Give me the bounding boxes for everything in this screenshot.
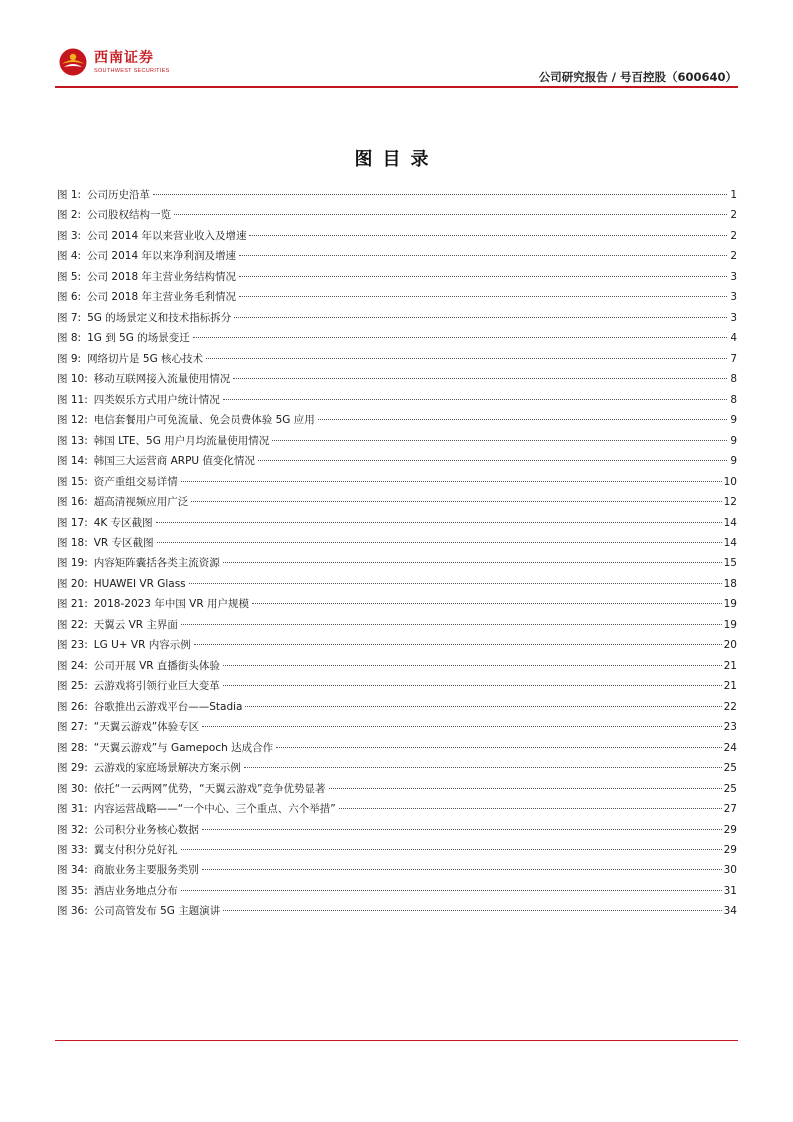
dot-leader: [181, 889, 722, 891]
header-divider: [55, 86, 738, 88]
dot-leader: [276, 746, 722, 748]
figure-caption: 1G 到 5G 的场景变迁: [87, 332, 190, 345]
toc-entry[interactable]: [57, 451, 737, 471]
dot-leader: [202, 868, 722, 870]
dot-leader: [191, 500, 721, 502]
figure-caption: 公司股权结构一览: [87, 209, 172, 222]
dot-leader: [181, 623, 722, 625]
dot-leader: [223, 561, 722, 563]
figure-number: 图 2:: [57, 209, 82, 222]
toc-entry[interactable]: [57, 226, 737, 246]
figure-caption: 天翼云 VR 主界面: [93, 618, 178, 631]
toc-entry[interactable]: [57, 615, 737, 635]
page-number: 9: [730, 414, 737, 427]
figure-number: 图 10:: [57, 373, 88, 386]
figure-number: 图 34:: [57, 864, 88, 877]
toc-entry[interactable]: [57, 717, 737, 737]
page-number: 9: [730, 434, 737, 447]
page-number: 29: [723, 823, 737, 836]
dot-leader: [223, 664, 722, 666]
figure-number: 图 28:: [57, 741, 88, 754]
figure-number: 图 31:: [57, 803, 88, 816]
figure-number: 图 27:: [57, 721, 88, 734]
page-number: 9: [730, 455, 737, 468]
figure-number: 图 5:: [57, 270, 82, 283]
figure-number: 图 33:: [57, 844, 88, 856]
page-number: 3: [730, 270, 737, 283]
figure-caption: 公司 2018 年主营业务毛利情况: [87, 291, 236, 304]
figure-caption: 公司开展 VR 直播街头体验: [93, 659, 220, 672]
figure-number: 图 32:: [57, 823, 88, 836]
footer-divider: [55, 1040, 738, 1041]
page-number: 3: [730, 311, 737, 324]
figure-number: 图 13:: [57, 434, 88, 447]
dot-leader: [252, 602, 722, 604]
page-number: 7: [730, 352, 737, 365]
dot-leader: [156, 521, 722, 523]
page-number: 22: [723, 700, 737, 713]
figure-number: 图 4:: [57, 250, 82, 263]
toc-entry[interactable]: [57, 369, 737, 389]
figure-number: 图 6:: [57, 291, 82, 304]
figure-caption: 内容矩阵囊括各类主流资源: [93, 557, 220, 570]
page-number: 2: [730, 250, 737, 263]
figure-caption: 韩国三大运营商 ARPU 值变化情况: [93, 455, 255, 468]
dot-leader: [318, 418, 727, 420]
figure-caption: 资产重组交易详情: [93, 475, 178, 488]
page-number: 23: [723, 721, 737, 734]
figure-caption: 谷歌推出云游戏平台——Stadia: [93, 700, 243, 713]
toc-entry[interactable]: [57, 472, 737, 492]
figure-caption: 公司历史沿革: [87, 189, 151, 201]
figure-number: 图 3:: [57, 229, 82, 242]
toc-entry[interactable]: [57, 738, 737, 758]
toc-entry[interactable]: [57, 574, 737, 594]
dot-leader: [245, 705, 721, 707]
figure-caption: LG U+ VR 内容示例: [93, 639, 191, 652]
figure-number: 图 15:: [57, 475, 88, 488]
figure-caption: 四类娱乐方式用户统计情况: [93, 393, 220, 406]
page-number: 4: [730, 332, 737, 345]
dot-leader: [193, 336, 727, 338]
toc-entry[interactable]: [57, 758, 737, 778]
dot-leader: [181, 848, 722, 850]
toc-entry[interactable]: [57, 287, 737, 307]
dot-leader: [153, 193, 727, 195]
toc-entry[interactable]: [57, 410, 737, 430]
dot-leader: [339, 807, 722, 809]
figure-list: [57, 185, 737, 922]
figure-caption: 内容运营战略——“一个中心、三个重点、六个举措”: [93, 803, 336, 816]
figure-caption: 电信套餐用户可免流量、免会员费体验 5G 应用: [93, 414, 315, 427]
company-logo-mark-icon: [58, 47, 88, 77]
dot-leader: [194, 643, 722, 645]
page-number: 20: [723, 639, 737, 652]
figure-number: 图 8:: [57, 332, 82, 345]
toc-entry[interactable]: [57, 860, 737, 880]
page-number: 2: [730, 209, 737, 222]
logo-english-name: SOUTHWEST SECURITIES: [94, 68, 170, 74]
page-title: 图目录: [354, 149, 439, 170]
toc-entry[interactable]: [57, 267, 737, 287]
figure-number: 图 9:: [57, 352, 82, 365]
page-number: 1: [730, 189, 737, 201]
dot-leader: [223, 684, 722, 686]
toc-entry[interactable]: [57, 779, 737, 799]
figure-number: 图 1:: [57, 189, 82, 201]
dot-leader: [181, 480, 722, 482]
figure-caption: “天翼云游戏”体验专区: [93, 721, 200, 734]
figure-number: 图 12:: [57, 414, 88, 427]
page-number: 8: [730, 393, 737, 406]
dot-leader: [223, 909, 721, 911]
dot-leader: [239, 295, 727, 297]
page-number: 2: [730, 229, 737, 242]
figure-number: 图 18:: [57, 536, 88, 549]
page-number: 15: [723, 557, 737, 570]
figure-caption: 云游戏的家庭场景解决方案示例: [93, 762, 241, 775]
figure-caption: 韩国 LTE、5G 用户月均流量使用情况: [93, 434, 270, 447]
page-number: 31: [723, 884, 737, 897]
report-label: 公司研究报告 / 号百控股（600640）: [538, 70, 737, 84]
logo-chinese-name: 西南证券: [94, 50, 154, 66]
page-number: 14: [723, 516, 737, 529]
toc-entry[interactable]: [57, 697, 737, 717]
dot-leader: [239, 275, 727, 277]
figure-caption: 公司积分业务核心数据: [93, 823, 199, 836]
toc-entry[interactable]: [57, 901, 737, 921]
toc-entry[interactable]: [57, 308, 737, 328]
figure-caption: 5G 的场景定义和技术指标拆分: [87, 311, 232, 324]
dot-leader: [258, 459, 727, 461]
company-logo: [58, 47, 178, 81]
toc-entry[interactable]: [57, 492, 737, 512]
figure-number: 图 35:: [57, 884, 88, 897]
figure-number: 图 17:: [57, 516, 88, 529]
toc-entry[interactable]: [57, 656, 737, 676]
dot-leader: [239, 254, 727, 256]
figure-number: 图 11:: [57, 393, 88, 406]
figure-caption: 移动互联网接入流量使用情况: [93, 373, 231, 386]
figure-number: 图 29:: [57, 762, 88, 775]
figure-number: 图 21:: [57, 598, 88, 611]
toc-entry[interactable]: [57, 328, 737, 348]
toc-entry[interactable]: [57, 205, 737, 225]
page-number: 34: [723, 905, 737, 918]
figure-number: 图 30:: [57, 782, 88, 795]
toc-entry[interactable]: [57, 635, 737, 655]
figure-caption: 商旅业务主要服务类别: [93, 864, 199, 877]
page-number: 10: [723, 475, 737, 488]
figure-caption: 云游戏将引领行业巨大变革: [93, 680, 220, 693]
dot-leader: [174, 213, 727, 215]
figure-number: 图 16:: [57, 496, 88, 509]
page-number: 3: [730, 291, 737, 304]
toc-entry[interactable]: [57, 799, 737, 819]
page-number: 24: [723, 741, 737, 754]
dot-leader: [249, 234, 727, 236]
figure-caption: 依托“一云两网”优势，“天翼云游戏”竞争优势显著: [93, 782, 326, 795]
page-number: 19: [723, 618, 737, 631]
dot-leader: [244, 766, 722, 768]
figure-number: 图 23:: [57, 639, 88, 652]
page-number: 30: [723, 864, 737, 877]
figure-caption: HUAWEI VR Glass: [93, 577, 186, 590]
toc-entry[interactable]: [57, 820, 737, 840]
figure-caption: 酒店业务地点分布: [93, 884, 178, 897]
dot-leader: [202, 828, 722, 830]
toc-entry[interactable]: [57, 246, 737, 266]
figure-caption: 2018-2023 年中国 VR 用户规模: [93, 598, 249, 611]
figure-caption: 超高清视频应用广泛: [93, 496, 189, 509]
page-number: 21: [723, 680, 737, 693]
toc-entry[interactable]: [57, 185, 737, 205]
page-number: 27: [723, 803, 737, 816]
toc-entry[interactable]: [57, 349, 737, 369]
figure-caption: 翼支付积分兑好礼: [93, 844, 178, 856]
dot-leader: [233, 377, 727, 379]
page-number: 29: [723, 844, 737, 856]
figure-number: 图 24:: [57, 659, 88, 672]
page-number: 25: [723, 782, 737, 795]
figure-caption: “天翼云游戏”与 Gamepoch 达成合作: [93, 741, 274, 754]
toc-entry[interactable]: [57, 676, 737, 696]
figure-caption: 4K 专区截图: [93, 516, 153, 529]
page-number: 12: [723, 496, 737, 509]
page-number: 25: [723, 762, 737, 775]
dot-leader: [223, 398, 727, 400]
toc-entry[interactable]: [57, 513, 737, 533]
dot-leader: [189, 582, 722, 584]
page-number: 8: [730, 373, 737, 386]
figure-number: 图 25:: [57, 680, 88, 693]
figure-number: 图 20:: [57, 577, 88, 590]
toc-entry[interactable]: [57, 553, 737, 573]
figure-number: 图 22:: [57, 618, 88, 631]
figure-caption: 公司 2014 年以来营业收入及增速: [87, 229, 247, 242]
figure-number: 图 19:: [57, 557, 88, 570]
dot-leader: [202, 725, 721, 727]
toc-entry[interactable]: [57, 840, 737, 860]
dot-leader: [329, 787, 722, 789]
figure-number: 图 36:: [57, 905, 88, 918]
dot-leader: [234, 316, 727, 318]
figure-caption: 公司 2014 年以来净利润及增速: [87, 250, 236, 263]
toc-entry[interactable]: [57, 881, 737, 901]
figure-caption: 网络切片是 5G 核心技术: [87, 352, 204, 365]
dot-leader: [206, 357, 727, 359]
figure-number: 图 14:: [57, 455, 88, 468]
toc-entry[interactable]: [57, 533, 737, 553]
figure-caption: 公司高管发布 5G 主题演讲: [93, 905, 221, 918]
page-number: 19: [723, 598, 737, 611]
toc-entry[interactable]: [57, 390, 737, 410]
figure-number: 图 26:: [57, 700, 88, 713]
figure-caption: 公司 2018 年主营业务结构情况: [87, 270, 236, 283]
dot-leader: [272, 439, 727, 441]
dot-leader: [157, 541, 722, 543]
page-number: 18: [723, 577, 737, 590]
toc-entry[interactable]: [57, 594, 737, 614]
figure-number: 图 7:: [57, 311, 82, 324]
toc-entry[interactable]: [57, 431, 737, 451]
page-number: 14: [723, 536, 737, 549]
figure-caption: VR 专区截图: [93, 536, 154, 549]
page-number: 21: [723, 659, 737, 672]
